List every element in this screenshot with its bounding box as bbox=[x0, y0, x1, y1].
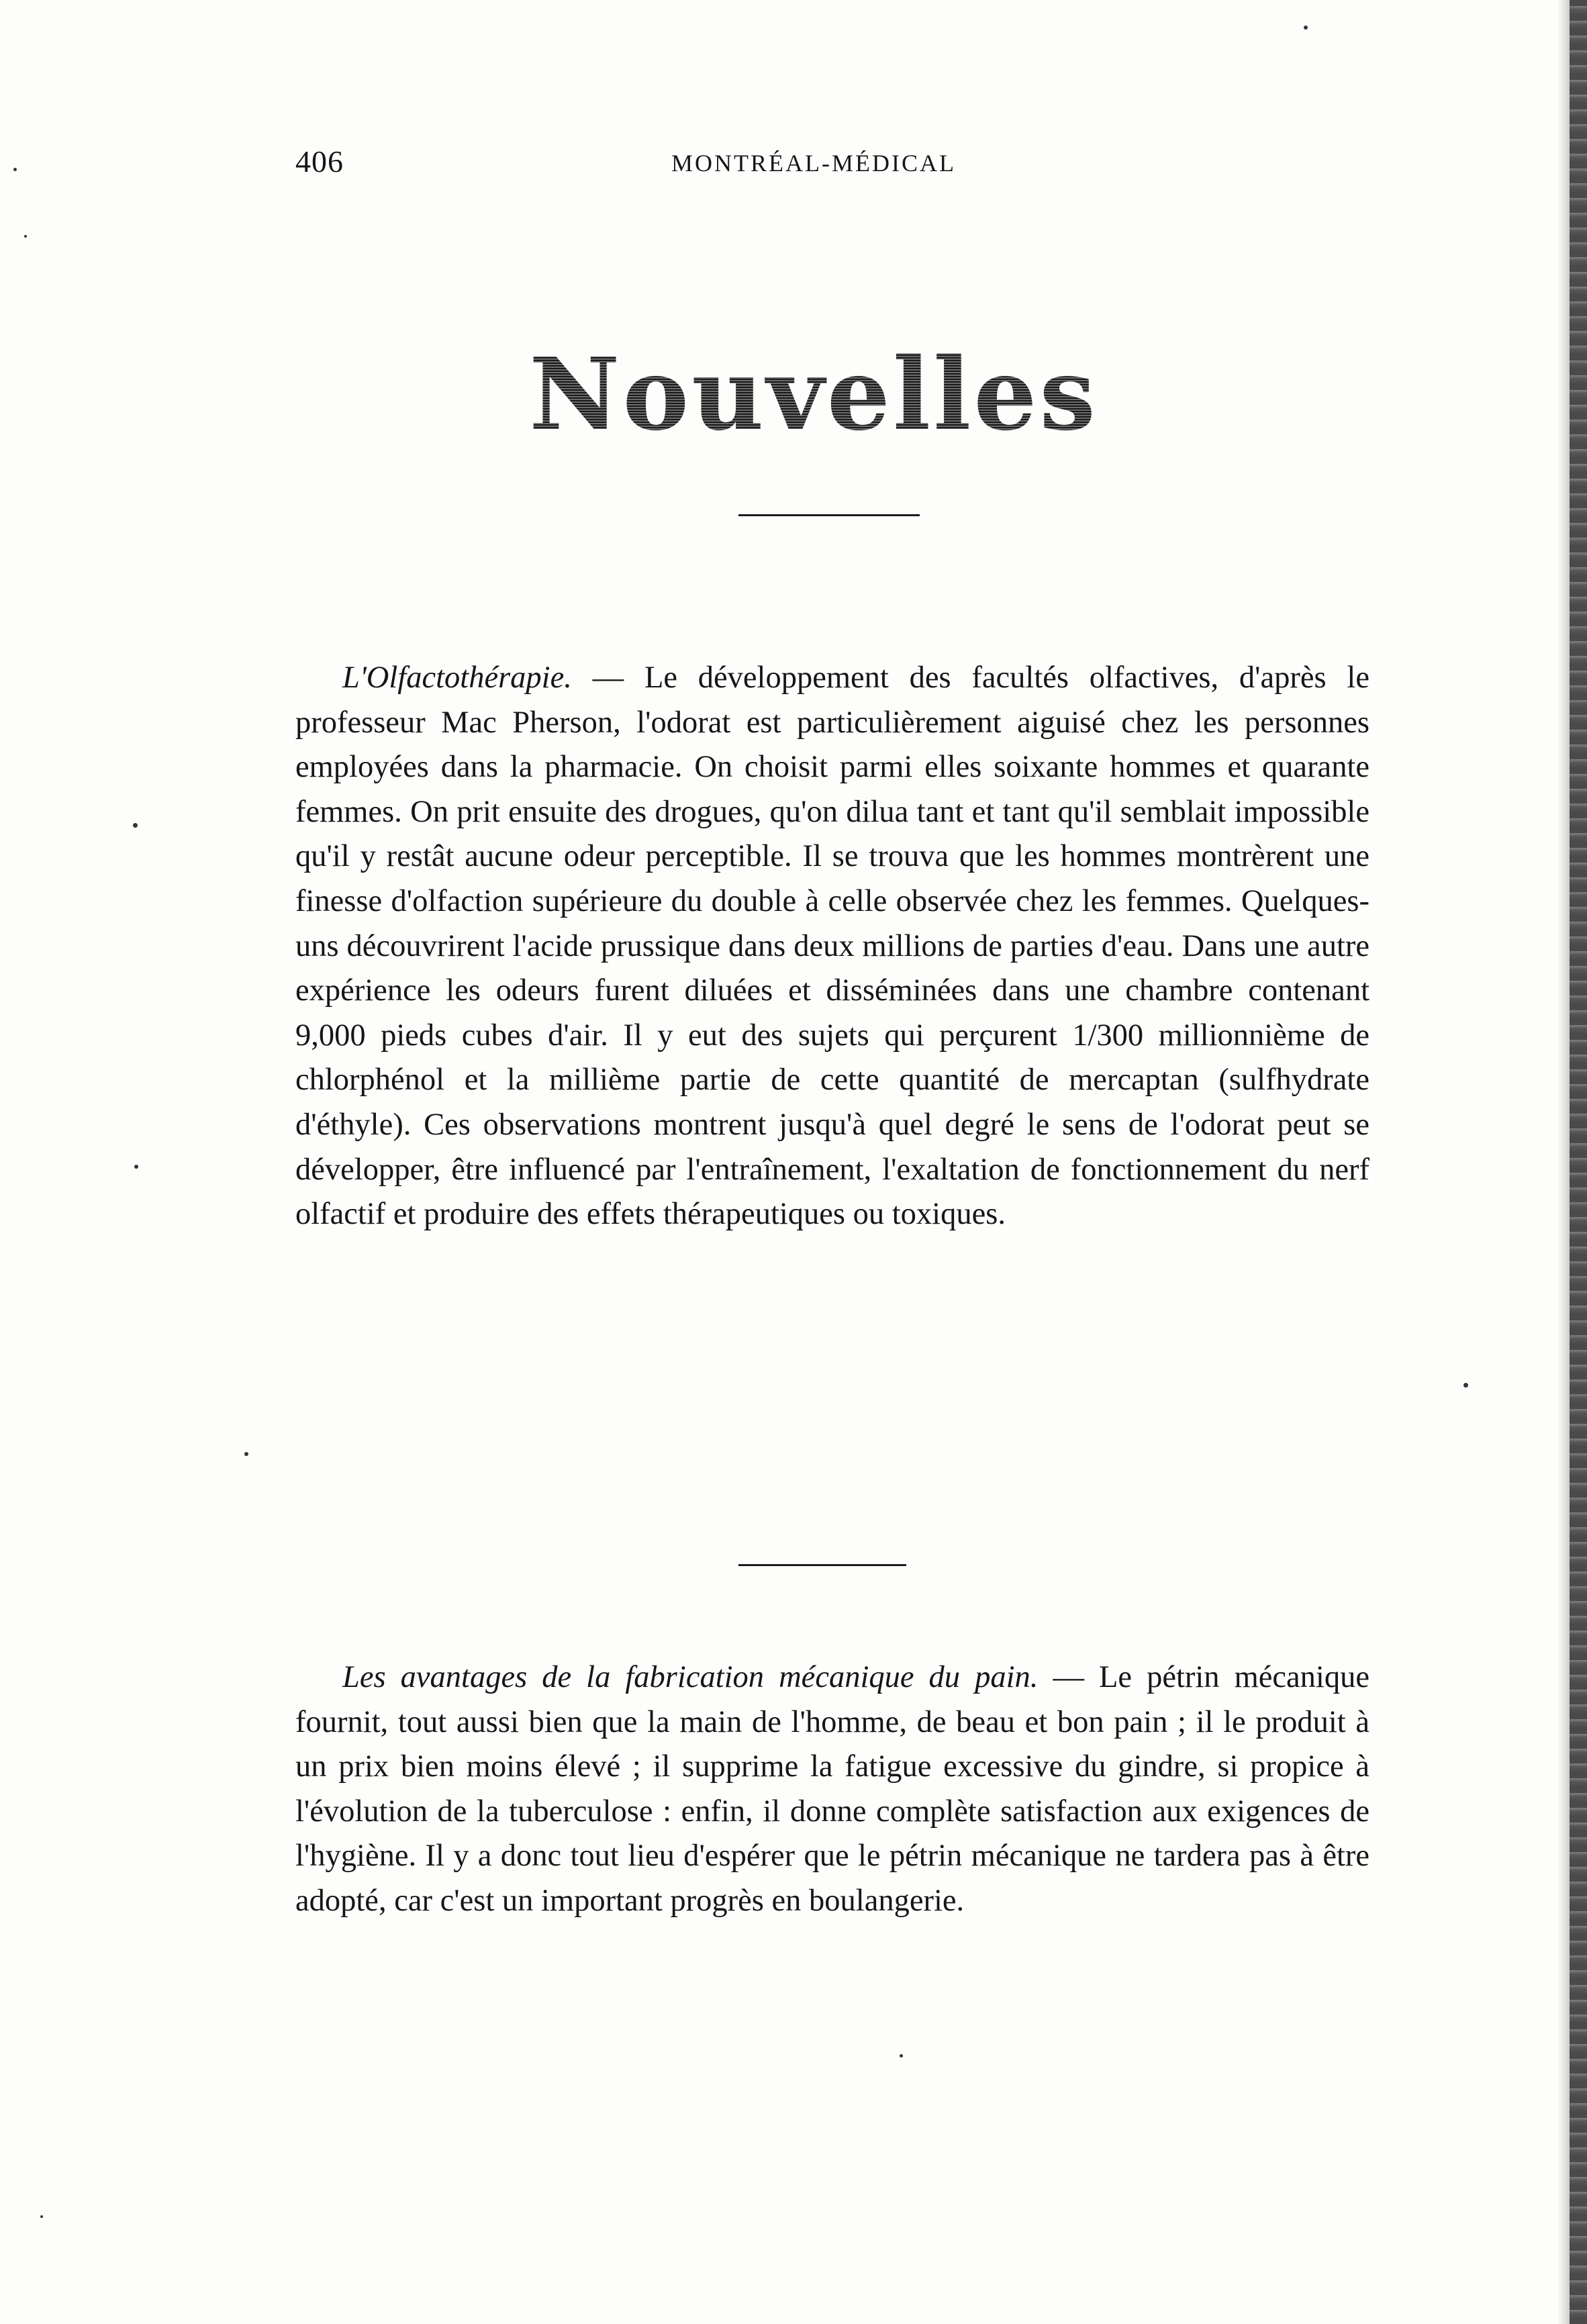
scan-speck bbox=[133, 823, 138, 828]
page-header bbox=[295, 144, 1363, 184]
article-body: — Le pétrin mécanique fournit, tout aussi bien que la main de l'homme, de beau et bon pain ; il le produit à un prix bien moins élevé ; il supprime la fatigue excessive du gindre, si propice à l'évolution de la tuberculose : enfin, il donne complète satisfaction aux exigences de l'hygiène. Il y a donc tout lieu d'espérer que le pétrin mécanique ne tardera pas à être adopté, car c'est un important progrès en boulangerie. bbox=[295, 1660, 1369, 1918]
article-body: — Le développement des facultés olfactives, d'après le professeur Mac Pherson, l'odorat est particulièrement aiguisé chez les personnes employées dans la pharmacie. On choisit parmi elles soixante hommes et quarante femmes. On prit ensuite des drogues, qu'on dilua tant et tant qu'il semblait impossible qu'il y restât aucune odeur perceptible. Il se trouva que les hommes montrèrent une finesse d'olfaction supérieure du double à celle observée chez les femmes. Quelques-uns découvrirent l'acide prussique dans deux millions de parties d'eau. Dans une autre expérience les odeurs furent diluées et disséminées dans une chambre contenant 9,000 pieds cubes d'air. Il y eut des sujets qui perçurent 1/300 millionnième de chlorphénol et la millième partie de cette quantité de mercaptan (sulfhydrate d'éthyle). Ces observations montrent jusqu'à quel degré le sens de l'odorat peut se développer, être influencé par l'entraînement, l'exaltation de fonctionnement du nerf olfactif et produire des effets thérapeutiques ou toxiques. bbox=[295, 661, 1369, 1232]
scan-speck bbox=[900, 2054, 903, 2057]
scan-speck bbox=[1463, 1383, 1468, 1388]
section-title-text: Nouvelles bbox=[529, 336, 1098, 452]
article-paragraph bbox=[295, 656, 1369, 1237]
section-divider bbox=[738, 514, 920, 516]
scan-speck bbox=[1304, 26, 1308, 30]
article-lead: L'Olfactothérapie. bbox=[342, 661, 572, 695]
page-number: 406 bbox=[295, 144, 344, 179]
article-fabrication-pain bbox=[295, 1655, 1369, 1924]
scan-speck bbox=[40, 2215, 43, 2218]
article-paragraph bbox=[295, 1655, 1369, 1924]
scan-speck bbox=[134, 1165, 138, 1169]
running-title: MONTRÉAL-MÉDICAL bbox=[671, 150, 956, 177]
scan-speck bbox=[244, 1452, 248, 1456]
article-divider bbox=[738, 1564, 906, 1566]
scan-speck bbox=[24, 235, 27, 238]
section-title bbox=[0, 336, 1587, 452]
scan-speck bbox=[13, 168, 17, 171]
article-lead: Les avantages de la fabrication mécanique du pain. bbox=[342, 1660, 1039, 1694]
article-olfactotherapie bbox=[295, 656, 1369, 1237]
